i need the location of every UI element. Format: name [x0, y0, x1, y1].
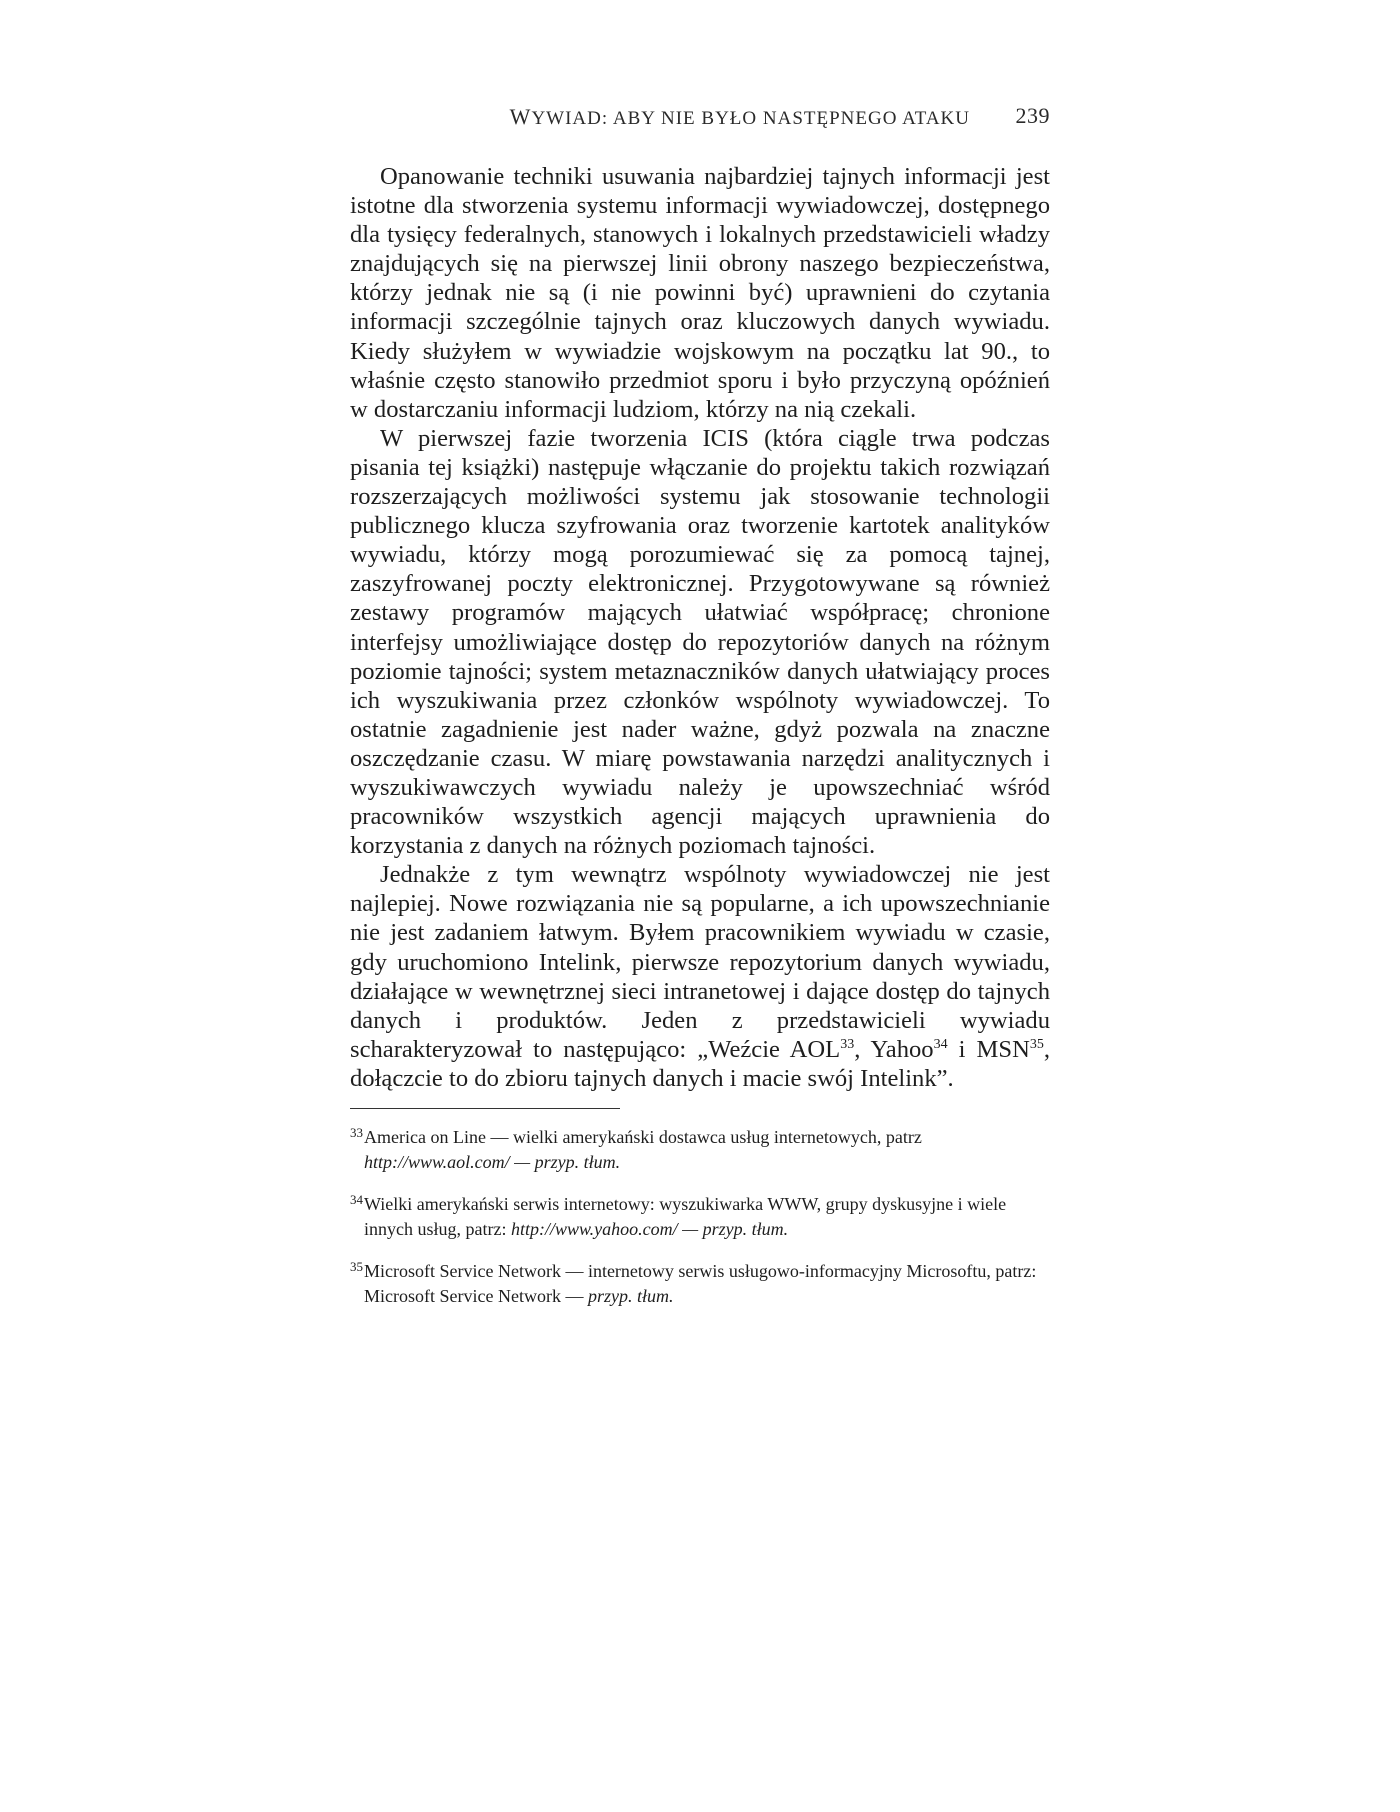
footnote [350, 1254, 1050, 1309]
footnote-divider [350, 1108, 620, 1109]
paragraph-text: , Yahoo [854, 1035, 934, 1063]
running-title: WYWIAD: ABY NIE BYŁO NASTĘPNEGO ATAKU [509, 104, 970, 129]
footnote-number: 34 [350, 1192, 363, 1207]
footnote-italic: http://www.yahoo.com/ — przyp. tłum. [510, 1219, 789, 1239]
paragraph-text: i MSN [947, 1035, 1030, 1063]
paragraph: W pierwszej fazie tworzenia ICIS (która ciągle trwa podczas pisania tej książki) następuje włączanie do projektu takich rozwiązań rozszerzających możliwości systemu jak stosowanie technologii publicznego klucza szyfrowania oraz tworzenie kartotek analityków wywiadu, którzy mogą porozumiewać się za pomocą tajnej, zaszyfrowanej poczty elektronicznej. Przygotowywane są również zestawy programów mających ułatwiać współpracę; chronione interfejsy umożliwiające dostęp do repozytoriów danych na różnym poziomie tajności; system metaznaczników danych ułatwiający proces ich wyszukiwania przez członków wspólnoty wywiadowczej. To ostatnie zagadnienie jest nader ważne, gdyż pozwala na znaczne oszczędzanie czasu. W miarę powstawania narzędzi analitycznych i wyszukiwawczych wywiadu należy je upowszechniać wśród pracowników wszystkich agencji mających uprawnienia do korzystania z danych na różnych poziomach tajności. [350, 424, 1050, 860]
paragraph [350, 860, 1050, 1093]
footnote [350, 1187, 1050, 1242]
footnote-ref: 35 [1029, 1036, 1044, 1052]
footnote-ref: 34 [933, 1036, 948, 1052]
footnote-italic: http://www.aol.com/ — przyp. tłum. [364, 1152, 621, 1172]
footnote-text: Wielki amerykański serwis internetowy: wyszukiwarka WWW, grupy dyskusyjne i wiele innych usług, patrz: [364, 1194, 1007, 1239]
footnote-ref: 33 [840, 1036, 855, 1052]
paragraph: Opanowanie techniki usuwania najbardziej tajnych informacji jest istotne dla stworzenia systemu informacji wywiadowczej, dostępnego dla tysięcy federalnych, stanowych i lokalnych przedstawicieli władzy znajdujących się na pierwszej linii obrony naszego bezpieczeństwa, którzy jednak nie są (i nie powinni być) uprawnieni do czytania informacji szczególnie tajnych oraz kluczowych danych wywiadu. Kiedy służyłem w wywiadzie wojskowym na początku lat 90., to właśnie często stanowiło przedmiot sporu i było przyczyną opóźnień w dostarczaniu informacji ludziom, którzy na nią czekali. [350, 163, 1050, 423]
footnote-number: 33 [350, 1125, 363, 1140]
footnote [350, 1120, 1050, 1175]
footnotes [350, 1120, 1050, 1321]
page-header [350, 104, 1050, 136]
footnote-text: America on Line — wielki amerykański dostawca usług internetowych, patrz [364, 1127, 922, 1147]
footnote-number: 35 [350, 1259, 363, 1274]
main-text [350, 162, 1050, 1093]
page-number: 239 [1015, 103, 1050, 128]
footnote-text: Microsoft Service Network — internetowy serwis usługowo-informacyjny Microsoftu, patrz: Microsoft Service Network — [364, 1261, 1037, 1306]
footnote-italic: przyp. tłum. [587, 1286, 674, 1306]
paragraph-text: Jednakże z tym wewnątrz wspólnoty wywiadowczej nie jest najlepiej. Nowe rozwiązania nie są popularne, a ich upowszechnianie nie jest zadaniem łatwym. Byłem pracownikiem wywiadu w czasie, gdy uruchomiono Intelink, pierwsze repozytorium danych wywiadu, działające w wewnętrznej sieci intranetowej i dające dostęp do tajnych danych i produktów. Jeden z przedstawicieli wywiadu scharakteryzował to następująco: „Weźcie AOL [350, 861, 1050, 1063]
paragraph-text: , dołączcie to do zbioru tajnych danych i macie swój Intelink”. [350, 1035, 1051, 1092]
